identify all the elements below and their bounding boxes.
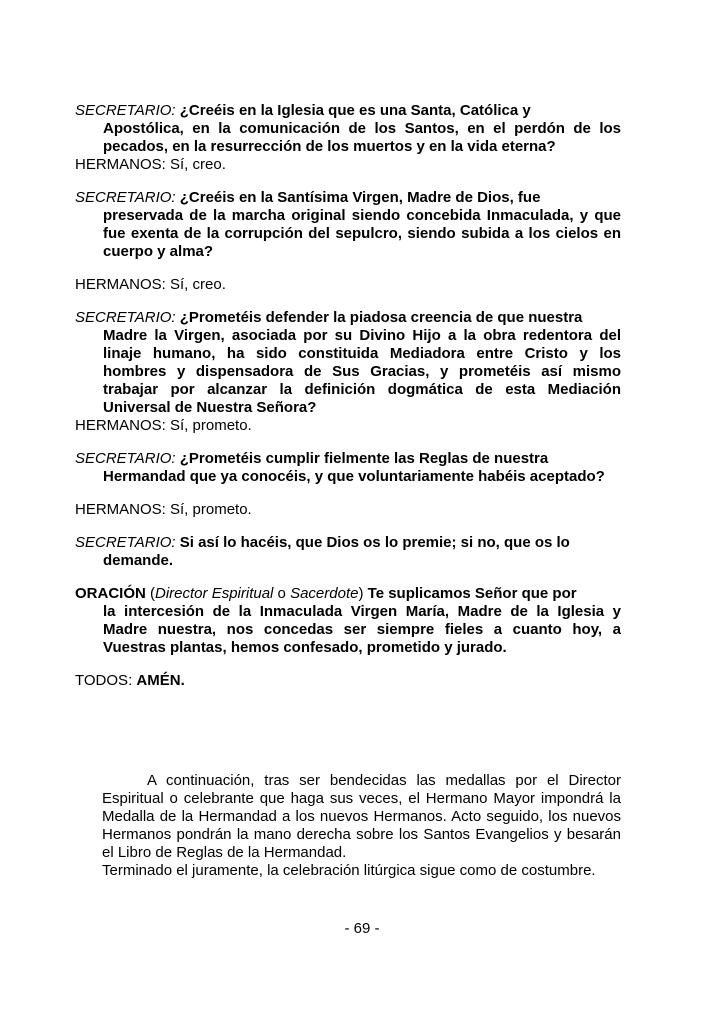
question-text: ¿Prometéis defender la piadosa creencia de que nuestra [179,309,583,326]
question-2 [75,189,621,261]
page-number: - 69 - [344,920,380,937]
speaker-label: SECRETARIO: [75,189,176,206]
paren-open: ( [145,585,156,602]
answer-3: HERMANOS: Sí, prometo. [75,417,252,434]
question-text: ¿Creéis en la Iglesia que es una Santa, Católica y [179,102,531,119]
closing-paragraph-1: A continuación, tras ser bendecidas las medallas por el Director Espiritual o celebrante que haga sus veces, el Hermano Mayor impondrá la Medalla de la Hermandad a los nuevos Hermanos. Acto seguido, los nuevos Hermanos pondrán la mano derecha sobre los Santos Evangelios y besarán el Libro de Reglas de la Hermandad. [102,772,621,861]
oracion-or: o [273,585,291,602]
oracion-who-1: Director Espiritual [155,585,274,602]
closing-paragraph-2: Terminado el juramente, la celebración litúrgica sigue como de costumbre. [102,862,596,879]
speaker-label: SECRETARIO: [75,102,176,119]
speaker-label: SECRETARIO: [75,450,176,467]
question-text-continued: Madre la Virgen, asociada por su Divino Hijo a la obra redentora del linaje humano, ha sido constituida Mediadora entre Cristo y los hombres y dispensadora de Sus Gracias, y prometéis así mismo trabajar por alcanzar la definición dogmática de esta Mediación Universal de Nuestra Señora? [103,327,621,416]
question-text: ¿Prometéis cumplir fielmente las Reglas de nuestra [179,450,549,467]
statement-5 [75,534,621,570]
document-body [75,102,621,690]
paren-close: ) [358,585,368,602]
speaker-label: SECRETARIO: [75,534,176,551]
question-3 [75,309,621,417]
oracion-text: Te suplicamos Señor que por [367,585,577,602]
statement-text-continued: demande. [103,552,174,569]
speaker-label: SECRETARIO: [75,309,176,326]
question-text: ¿Creéis en la Santísima Virgen, Madre de Dios, fue [179,189,541,206]
oracion-text-continued: la intercesión de la Inmaculada Virgen María, Madre de la Iglesia y Madre nuestra, nos concedas ser siempre fieles a cuanto hoy, a Vuestras plantas, hemos confesado, prometido y jurado. [103,603,621,656]
amen-text: AMÉN. [136,672,185,689]
question-4 [75,450,621,486]
statement-text: Si así lo hacéis, que Dios os lo premie; si no, que os lo [179,534,570,551]
answer-1: HERMANOS: Sí, creo. [75,156,226,173]
oracion-who-2: Sacerdote [290,585,359,602]
question-text-continued: preservada de la marcha original siendo concebida Inmaculada, y que fue exenta de la corrupción del sepulcro, siendo subida a los cielos en cuerpo y alma? [103,207,621,260]
closing-paragraphs [102,772,621,880]
todos-line [75,672,621,690]
todos-label: TODOS: [75,672,137,689]
question-1 [75,102,621,156]
oracion-label: ORACIÓN [75,585,146,602]
question-text-continued: Hermandad que ya conocéis, y que voluntariamente habéis aceptado? [103,468,605,485]
question-text-continued: Apostólica, en la comunicación de los Santos, en el perdón de los pecados, en la resurrección de los muertos y en la vida eterna? [103,120,621,155]
answer-4: HERMANOS: Sí, prometo. [75,501,252,518]
answer-2: HERMANOS: Sí, creo. [75,276,226,293]
oracion-block [75,585,621,657]
